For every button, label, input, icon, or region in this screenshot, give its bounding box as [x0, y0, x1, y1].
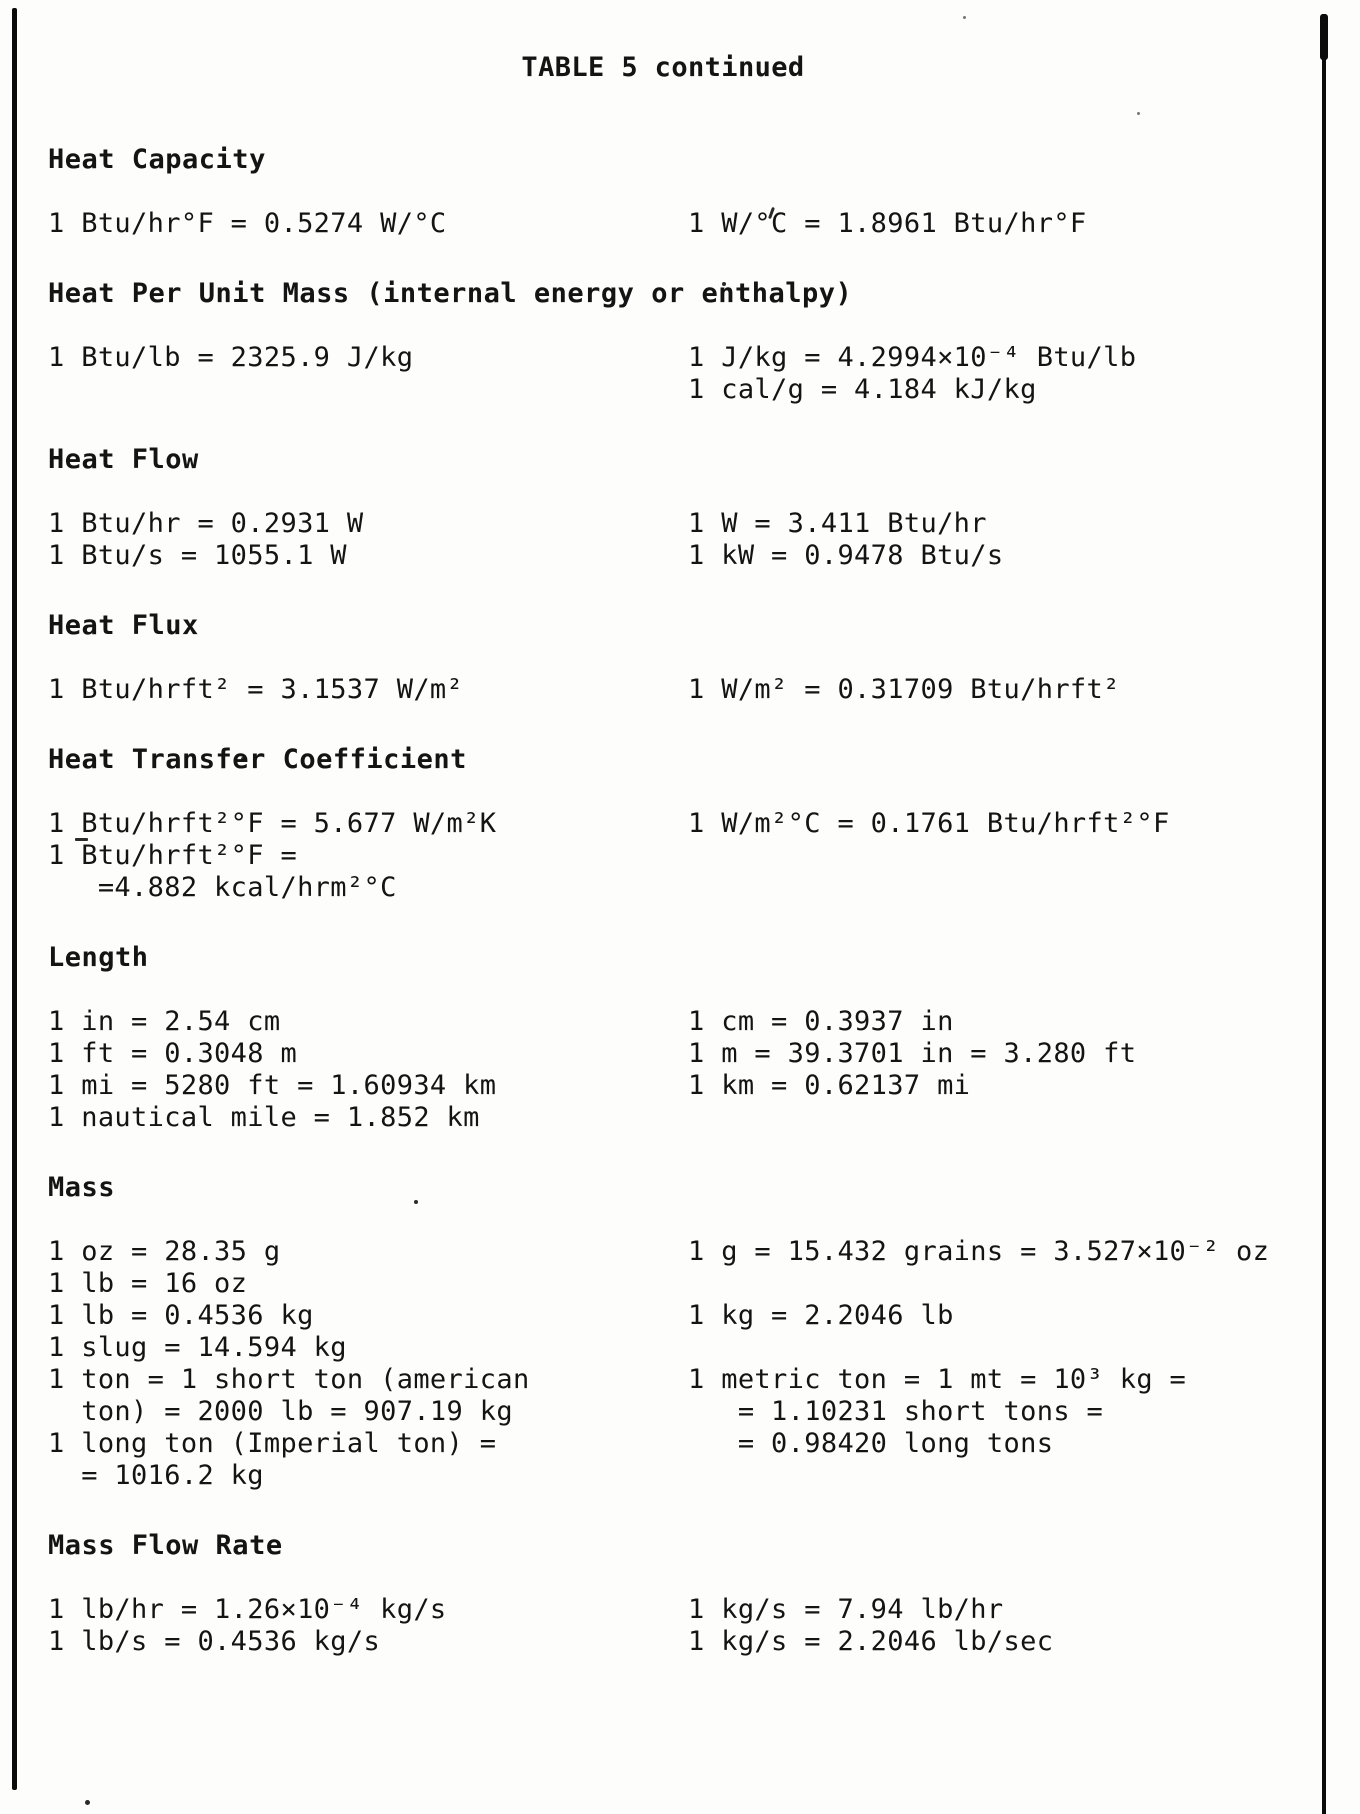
section-length: [48, 942, 1322, 1134]
scan-speck: [85, 1800, 90, 1805]
conversion-line: 1 mi = 5280 ft = 1.60934 km: [48, 1070, 497, 1101]
conversion-line: 1 ft = 0.3048 m: [48, 1038, 298, 1069]
right-column: [688, 1006, 1322, 1134]
conversion-line: 1 Btu/hrft²°F = 5.677 W/m²K: [48, 808, 497, 839]
section-heat-per-unit-mass: [48, 278, 1322, 406]
section-heading: Length: [48, 942, 149, 973]
section-heading: Mass: [48, 1172, 116, 1203]
right-column: [688, 208, 1322, 240]
section-heat-flux: [48, 610, 1322, 706]
conversion-line: 1 lb/hr = 1.26×10⁻⁴ kg/s: [48, 1594, 447, 1625]
page-title: TABLE 5 continued: [521, 52, 805, 83]
left-column: [48, 208, 688, 240]
section-columns: [48, 208, 1322, 240]
conversion-line: 1 W = 3.411 Btu/hr: [688, 508, 987, 539]
conversion-line: [688, 1332, 1322, 1364]
conversion-line: 1 Btu/s = 1055.1 W: [48, 540, 347, 571]
left-column: [48, 808, 688, 904]
conversion-line: 1 ton = 1 short ton (american: [48, 1364, 530, 1395]
section-heading: Heat Flow: [48, 444, 199, 475]
right-border-line: [1322, 14, 1326, 1814]
left-column: [48, 1594, 688, 1658]
conversion-line: = 0.98420 long tons: [688, 1428, 1054, 1459]
conversion-line: 1 cal/g = 4.184 kJ/kg: [688, 374, 1037, 405]
right-column: [688, 342, 1322, 406]
left-column: [48, 674, 688, 706]
conversion-line: 1 lb = 16 oz: [48, 1268, 248, 1299]
right-column: [688, 1594, 1322, 1658]
section-heat-transfer-coefficient: [48, 744, 1322, 904]
section-heading: Heat Capacity: [48, 144, 266, 175]
section-columns: [48, 674, 1322, 706]
section-columns: [48, 508, 1322, 572]
section-heading: Heat Per Unit Mass (internal energy or enthalpy): [48, 278, 853, 309]
conversion-line: 1 kg/s = 7.94 lb/hr: [688, 1594, 1004, 1625]
conversion-line: = 1.10231 short tons =: [688, 1396, 1104, 1427]
conversion-line: 1 Btu/hrft²°F =: [48, 840, 298, 871]
conversion-line: [688, 1268, 1322, 1300]
right-column: [688, 808, 1322, 904]
conversion-line: 1 kW = 0.9478 Btu/s: [688, 540, 1004, 571]
conversion-line: 1 lb = 0.4536 kg: [48, 1300, 314, 1331]
conversion-line: 1 Btu/hrft² = 3.1537 W/m²: [48, 674, 464, 705]
conversion-line: 1 kg/s = 2.2046 lb/sec: [688, 1626, 1054, 1657]
section-heat-capacity: [48, 144, 1322, 240]
right-column: [688, 508, 1322, 572]
right-column: [688, 674, 1322, 706]
conversion-line: =4.882 kcal/hrm²°C: [48, 872, 397, 903]
conversion-line: 1 km = 0.62137 mi: [688, 1070, 971, 1101]
conversion-line: 1 W/°C = 1.8961 Btu/hr°F: [688, 208, 1087, 239]
section-columns: [48, 1006, 1322, 1134]
section-columns: [48, 342, 1322, 406]
conversion-line: 1 g = 15.432 grains = 3.527×10⁻² oz: [688, 1236, 1270, 1267]
section-columns: [48, 1594, 1322, 1658]
conversion-line: 1 Btu/hr°F = 0.5274 W/°C: [48, 208, 447, 239]
conversion-line: 1 J/kg = 4.2994×10⁻⁴ Btu/lb: [688, 342, 1137, 373]
conversion-line: 1 Btu/hr = 0.2931 W: [48, 508, 364, 539]
conversion-line: 1 oz = 28.35 g: [48, 1236, 281, 1267]
left-border-line: [12, 8, 17, 1790]
conversion-line: 1 long ton (Imperial ton) =: [48, 1428, 497, 1459]
conversion-line: 1 cm = 0.3937 in: [688, 1006, 954, 1037]
conversion-line: 1 m = 39.3701 in = 3.280 ft: [688, 1038, 1137, 1069]
left-column: [48, 342, 688, 406]
conversion-line: 1 W/m²°C = 0.1761 Btu/hrft²°F: [688, 808, 1170, 839]
section-mass-flow-rate: [48, 1530, 1322, 1658]
section-columns: [48, 808, 1322, 904]
conversion-line: = 1016.2 kg: [48, 1460, 264, 1491]
conversion-line: 1 Btu/lb = 2325.9 J/kg: [48, 342, 414, 373]
conversion-line: 1 nautical mile = 1.852 km: [48, 1102, 480, 1133]
conversion-line: 1 metric ton = 1 mt = 10³ kg =: [688, 1364, 1187, 1395]
conversion-line: 1 lb/s = 0.4536 kg/s: [48, 1626, 381, 1657]
right-column: [688, 1236, 1322, 1492]
section-mass: [48, 1172, 1322, 1492]
conversion-line: ton) = 2000 lb = 907.19 kg: [48, 1396, 513, 1427]
page-content: [48, 0, 1322, 1696]
left-column: [48, 1236, 688, 1492]
section-heat-flow: [48, 444, 1322, 572]
left-column: [48, 508, 688, 572]
section-heading: Heat Flux: [48, 610, 199, 641]
conversion-line: 1 slug = 14.594 kg: [48, 1332, 347, 1363]
conversion-line: 1 in = 2.54 cm: [48, 1006, 281, 1037]
conversion-line: 1 kg = 2.2046 lb: [688, 1300, 954, 1331]
section-heading: Mass Flow Rate: [48, 1530, 283, 1561]
section-heading: Heat Transfer Coefficient: [48, 744, 467, 775]
section-columns: [48, 1236, 1322, 1492]
conversion-line: 1 W/m² = 0.31709 Btu/hrft²: [688, 674, 1120, 705]
left-column: [48, 1006, 688, 1134]
